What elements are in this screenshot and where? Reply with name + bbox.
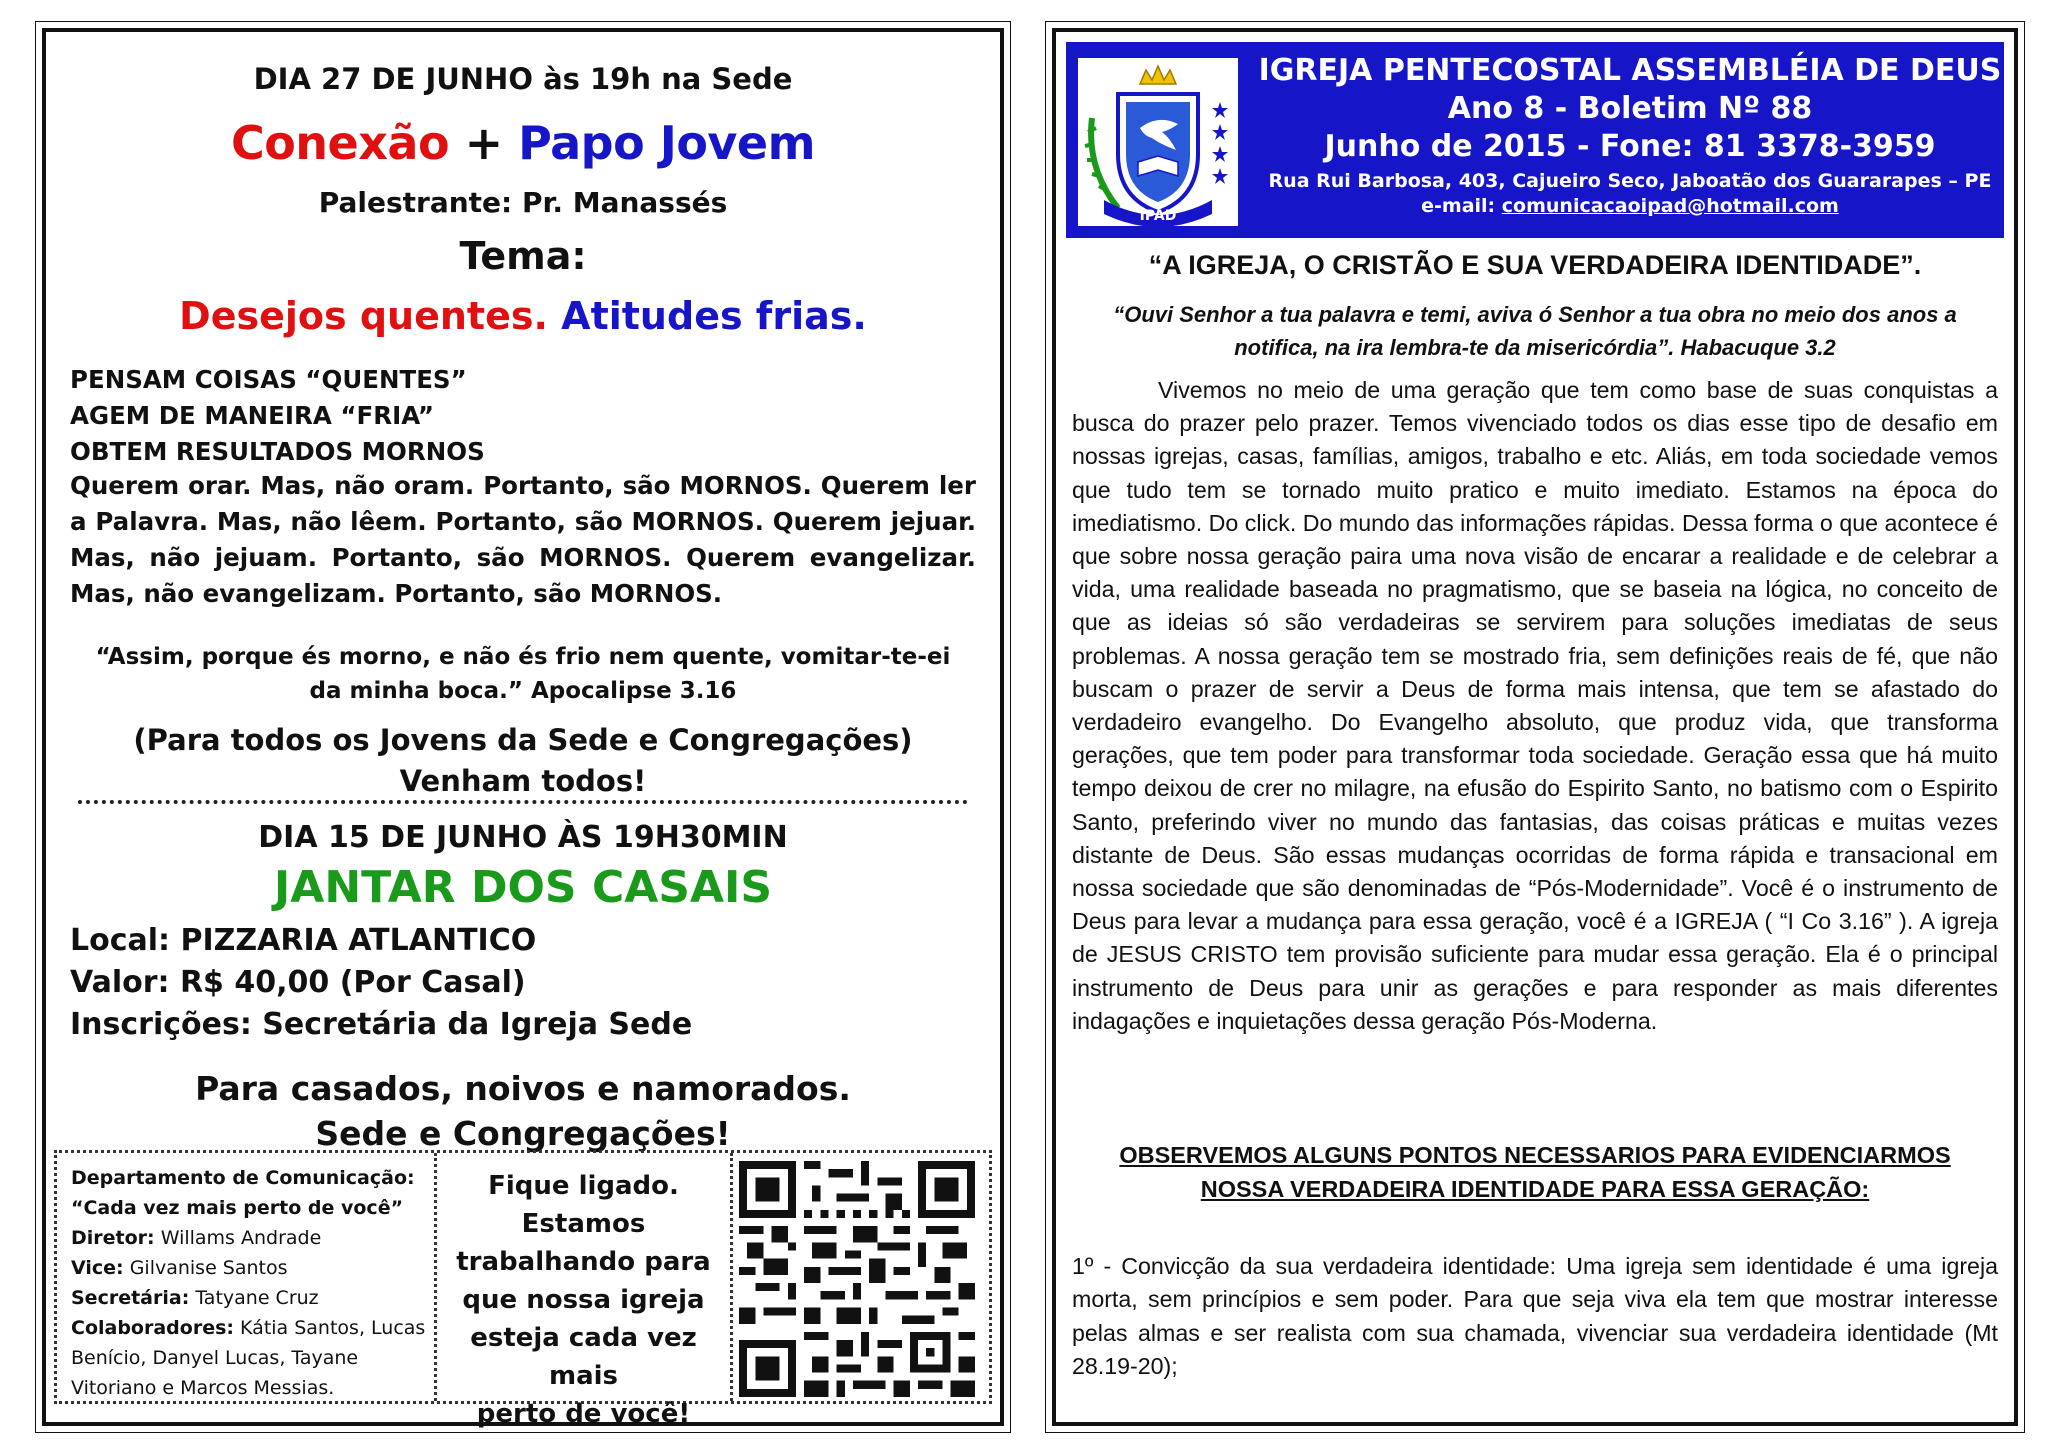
event1-lines [70, 362, 976, 470]
event1-line: PENSAM COISAS “QUENTES” [70, 365, 467, 394]
event1-invite-line1: (Para todos os Jovens da Sede e Congregações) [133, 723, 913, 757]
event2-audience [70, 1066, 976, 1156]
header-text [1256, 52, 2004, 218]
event1-theme-part2: Atitudes frias. [561, 294, 867, 338]
church-crest-icon [1078, 58, 1238, 226]
dotted-divider [78, 800, 968, 804]
vice-name: Gilvanise Santos [129, 1257, 288, 1279]
event1-title-part1: Conexão [230, 116, 450, 170]
email-label: e-mail: [1421, 195, 1496, 217]
event1-date: DIA 27 DE JUNHO às 19h na Sede [253, 62, 793, 96]
points-heading: OBSERVEMOS ALGUNS PONTOS NECESSARIOS PARA EVIDENCIARMOS NOSSA VERDADEIRA IDENTIDADE PARA ESSA GERAÇÃO: [1119, 1142, 1951, 1202]
date-phone: Junho de 2015 - Fone: 81 3378-3959 [1324, 129, 1936, 164]
event1-invite-line2: Venham todos! [399, 764, 647, 798]
event1-line: AGEM DE MANEIRA “FRIA” [70, 401, 435, 430]
address: Rua Rui Barbosa, 403, Cajueiro Seco, Jaboatão dos Guararapes – PE [1268, 170, 1992, 192]
stay-connected-box [437, 1153, 733, 1429]
article-title: “A IGREJA, O CRISTÃO E SUA VERDADEIRA IDENTIDADE”. [1148, 250, 1922, 280]
stars-icon [1212, 102, 1228, 184]
stay-line: Fique ligado. [488, 1171, 679, 1201]
event2-details [70, 920, 976, 1046]
stay-line: perto de você! [476, 1399, 691, 1429]
collaborators-row [71, 1313, 426, 1403]
bulletin-header [1066, 42, 2004, 238]
event1-title [70, 116, 976, 170]
logo-text: IPAD [1139, 208, 1177, 224]
right-page [1052, 28, 2018, 1426]
collaborators-names: Kátia Santos, Lucas Benício, Danyel Lucas, Tayane Vitoriano e Marcos Messias. [71, 1317, 426, 1399]
article-body: Vivemos no meio de uma geração que tem como base de suas conquistas a busca do prazer pelo prazer. Temos vivenciado todos os dias esse tipo de desafio em nossas igrejas, casas, famílias, amigos, trabalho e etc. Aliás, em toda sociedade vemos que tudo tem se tornado muito pratico e muito imediato. Estamos na época do imediatismo. Do click. Do mundo das informações rápidas. Dessa forma o que acontece é que sobre nossa geração paira uma nova visão de encarar a realidade e de celebrar a vida, uma realidade baseada no pragmatismo, que se baseia na lógica, no conceito de que as ideias só são verdadeiras se servirem para soluções imediatas de seus problemas. A nossa geração tem se mostrado fria, sem definições reais de fé, que não buscam o prazer de servir a Deus de forma mais intensa, que tem se afastado do verdadeiro evangelho. Do Evangelho absoluto, que produz vida, que transforma gerações, que tem poder para transformar toda sociedade. Geração essa que há muito tempo deixou de crer no milagre, na efusão do Espirito Santo, no batismo com o Espirito Santo, preferindo viver no mundo das fantasias, das coisas práticas e muitas vezes distante de Deus. São essas mudanças ocorridas de forma rápida e transacional em nossa sociedade que são denominadas de “Pós-Modernidade”. Você é o instrumento de Deus para levar a mudança para essa geração, você é a IGREJA ( “I Co 3.16” ). A igreja de JESUS CRISTO tem provisão suficiente para mudar essa geração. Ela é o principal instrumento de Deus para unir as gerações e para responder as mais diferentes indagações e inquietações dessa geração Pós-Moderna. [1072, 377, 1998, 1034]
email-line [1256, 194, 2004, 218]
stay-line: esteja cada vez mais [470, 1323, 697, 1391]
event1-theme-part1: Desejos quentes. [179, 294, 548, 338]
left-page [42, 28, 1004, 1429]
secretary-name: Tatyane Cruz [195, 1287, 319, 1309]
director-name: Willams Andrade [160, 1227, 322, 1249]
footer-box [54, 1150, 992, 1429]
article-quote: “Ouvi Senhor a tua palavra e temi, aviva ó Senhor a tua obra no meio dos anos a notifica, na ira lembra-te da misericórdia”. Habacuque 3.2 [1113, 302, 1957, 360]
dept-slogan: “Cada vez mais perto de você” [71, 1197, 404, 1219]
event1-invite [70, 720, 976, 802]
event2-audience-line1: Para casados, noivos e namorados. [195, 1069, 851, 1108]
event2-local: Local: PIZZARIA ATLANTICO [70, 923, 537, 958]
church-logo [1078, 58, 1238, 226]
secretary-label: Secretária: [71, 1287, 190, 1309]
event2-valor: Valor: R$ 40,00 (Por Casal) [70, 965, 526, 1000]
stay-line: Estamos [521, 1209, 646, 1239]
event2-date: DIA 15 DE JUNHO ÀS 19H30MIN [258, 820, 788, 855]
event1-paragraph: Querem orar. Mas, não oram. Portanto, são MORNOS. Querem ler a Palavra. Mas, não lêem. Portanto, são MORNOS. Querem jejuar. Mas, não jejuam. Portanto, são MORNOS. Querem evangelizar. Mas, não evangelizam. Portanto, são MORNOS. [70, 471, 976, 608]
event1-verse: “Assim, porque és morno, e não és frio nem quente, vomitar-te-ei da minha boca.” Apocalipse 3.16 [95, 644, 951, 704]
stay-line: trabalhando para [456, 1247, 711, 1277]
event1-speaker: Palestrante: Pr. Manassés [318, 186, 728, 219]
director-label: Diretor: [71, 1227, 155, 1249]
event1-title-plus: + [464, 116, 503, 170]
department-box [57, 1153, 437, 1401]
event1-theme [70, 294, 976, 338]
email-link[interactable]: comunicacaoipad@hotmail.com [1501, 195, 1839, 217]
secretary-row [71, 1283, 426, 1313]
event1-theme-label: Tema: [459, 234, 587, 278]
director-row [71, 1223, 426, 1253]
event2-audience-line2: Sede e Congregações! [315, 1114, 731, 1153]
event2-title: JANTAR DOS CASAIS [273, 862, 773, 913]
point-1: 1º - Convicção da sua verdadeira identidade: Uma igreja sem identidade é uma igreja morta, sem princípios e sem poder. Para que seja viva ela tem que mostrar interesse pelas almas e ser realista com sua chamada, vivenciar sua verdadeira identidade (Mt 28.19-20); [1072, 1253, 1998, 1380]
event1-title-part2: Papo Jovem [518, 116, 816, 170]
stay-line: que nossa igreja [462, 1285, 705, 1315]
bulletin-number: Ano 8 - Boletim Nº 88 [1447, 91, 1813, 126]
event2-inscricoes: Inscrições: Secretária da Igreja Sede [70, 1007, 693, 1042]
event1-line: OBTEM RESULTADOS MORNOS [70, 437, 485, 466]
vice-label: Vice: [71, 1257, 124, 1279]
collaborators-label: Colaboradores: [71, 1317, 234, 1339]
vice-row [71, 1253, 426, 1283]
church-name: IGREJA PENTECOSTAL ASSEMBLÉIA DE DEUS [1258, 53, 2002, 88]
qr-code-icon[interactable] [739, 1161, 975, 1397]
dept-title: Departamento de Comunicação: [71, 1167, 415, 1189]
